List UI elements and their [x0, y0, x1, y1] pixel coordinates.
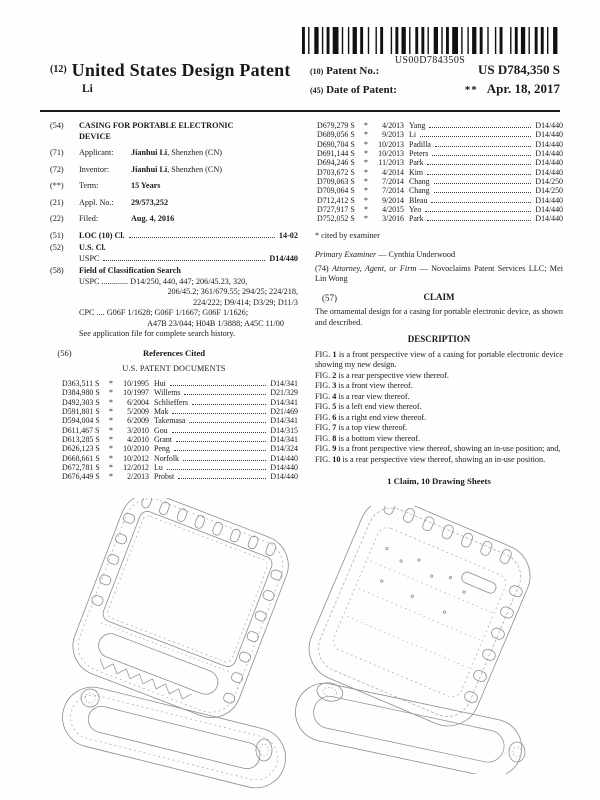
fig-label: FIG.	[315, 433, 331, 443]
field-num: (56)	[57, 347, 72, 358]
biblio-fields	[50, 148, 298, 225]
ref-class: D14/440	[535, 130, 563, 140]
ref-number: D679,279 S	[317, 121, 355, 130]
dot-leader	[167, 469, 267, 470]
reference-row	[315, 149, 563, 158]
ref-date: 6/2004	[127, 397, 149, 407]
fig-number: 2	[332, 370, 337, 380]
claims-sheets-summary: 1 Claim, 10 Drawing Sheets	[387, 476, 491, 487]
ref-inventor: Park	[409, 158, 424, 168]
figure-description-line	[315, 434, 563, 445]
fig-label: FIG.	[315, 391, 331, 401]
field-num: (58)	[50, 266, 64, 275]
ref-inventor: Yang	[409, 121, 426, 130]
patent-number-row	[310, 62, 560, 78]
ref-examiner-star: *	[364, 158, 368, 168]
reference-row	[50, 398, 298, 407]
ref-examiner-star: *	[364, 195, 368, 205]
ref-number: D703,672 S	[317, 167, 355, 177]
dot-leader	[184, 394, 266, 395]
us-patent-documents-heading: U.S. PATENT DOCUMENTS	[122, 363, 226, 373]
biblio-field	[50, 148, 298, 159]
ref-date: 3/2010	[127, 425, 149, 435]
ref-inventor: Norfolk	[154, 453, 179, 463]
ref-date: 7/2014	[382, 176, 404, 186]
ref-examiner-star: *	[109, 472, 113, 482]
dot-leader	[427, 174, 531, 175]
ref-class: D14/440	[535, 167, 563, 177]
reference-row	[50, 426, 298, 435]
fig-text: is a rear perspective view thereof, showing an in-use position.	[342, 454, 546, 464]
reference-row	[315, 186, 563, 195]
field-num: (21)	[50, 197, 64, 207]
field-loc	[50, 231, 298, 242]
ref-class: D14/440	[535, 158, 563, 168]
reference-row	[315, 177, 563, 186]
reference-row	[50, 379, 298, 388]
ref-examiner-star: *	[364, 121, 368, 130]
ref-number: D384,980 S	[62, 388, 100, 398]
reference-row	[315, 140, 563, 149]
field-label: Term:	[79, 181, 99, 190]
fig-text: is a right end view thereof.	[338, 412, 427, 422]
fos-uspc-3: 224/222; D9/414; D3/29; D11/3	[193, 297, 298, 307]
field-num: (72)	[50, 164, 64, 174]
fig-text: is a left end view thereof.	[338, 402, 422, 412]
reference-row	[50, 472, 298, 481]
ref-inventor: Willems	[154, 388, 181, 398]
ref-inventor: Grant	[154, 434, 172, 444]
ref-number: D594,004 S	[62, 416, 100, 426]
figure-description-line	[315, 444, 563, 455]
field-value-bold: Aug. 4, 2016	[131, 214, 175, 223]
figure-description-line	[315, 423, 563, 434]
ref-date: 2/2013	[127, 472, 149, 482]
ref-date: 10/1997	[123, 388, 149, 398]
header-left	[50, 60, 310, 100]
figure-description-line	[315, 371, 563, 382]
ref-class: D14/250	[535, 176, 563, 186]
dot-leader	[189, 422, 266, 423]
fig-label: FIG.	[315, 423, 331, 433]
ref-number: D668,661 S	[62, 453, 100, 463]
dot-leader	[432, 155, 531, 156]
ref-date: 6/2009	[127, 416, 149, 426]
fig-text: is a front perspective view of a casing for portable electronic device showing my new design.	[315, 349, 564, 370]
left-column	[50, 121, 298, 487]
references-heading	[50, 348, 298, 359]
reference-row	[315, 158, 563, 167]
reference-row	[50, 407, 298, 416]
ref-date: 5/2009	[127, 406, 149, 416]
ref-examiner-star: *	[109, 397, 113, 407]
fig-number: 10	[332, 454, 341, 464]
fig-text: is a front perspective view thereof, showing an in-use position; and,	[338, 444, 561, 454]
date-of-patent-label: Date of Patent:	[326, 84, 397, 96]
ref-date: 10/2012	[123, 453, 149, 463]
ref-number: D626,123 S	[62, 444, 100, 454]
ref-class: D14/440	[270, 453, 298, 463]
page-title: United States Design Patent	[71, 60, 291, 80]
ref-class: D14/440	[535, 139, 563, 149]
ref-class: D14/440	[535, 148, 563, 158]
references-table-right	[315, 121, 563, 224]
field-value-bold: Jianhui Li	[131, 148, 168, 157]
patent-no-label: Patent No.:	[326, 65, 380, 77]
field-label: Inventor:	[79, 164, 110, 174]
reference-row	[50, 435, 298, 444]
biblio-field	[50, 198, 298, 209]
dot-leader	[427, 220, 531, 221]
fig-label: FIG.	[315, 454, 331, 464]
dot-leader	[103, 260, 265, 261]
field-uscl	[50, 243, 298, 264]
ref-inventor: Takemasa	[154, 416, 186, 426]
field-num: (71)	[50, 148, 64, 157]
fos-uspc-1: USPC ............. D14/250, 440, 447; 206/45.23, 320,	[79, 276, 248, 286]
attorney-num: (74)	[315, 263, 329, 273]
field-value-bold: 15 Years	[131, 181, 161, 190]
reference-row	[315, 214, 563, 223]
reference-row	[315, 168, 563, 177]
ref-inventor: Chang	[409, 186, 430, 196]
dot-leader	[434, 192, 532, 193]
dot-leader	[420, 136, 531, 137]
ref-date: 10/2013	[378, 148, 404, 158]
ref-class: D14/250	[535, 186, 563, 196]
ref-number: D492,303 S	[62, 397, 100, 407]
figure-description-line	[315, 381, 563, 392]
ref-inventor: Padilla	[409, 139, 431, 149]
fos-label: Field of Classification Search	[79, 266, 181, 275]
figure-description-line	[315, 392, 563, 403]
fos-uspc-2: 206/45.2; 361/679.55; 294/25; 224/218,	[167, 287, 298, 296]
fig-number: 8	[332, 433, 337, 443]
ref-examiner-star: *	[364, 139, 368, 149]
ref-inventor: Peng	[154, 444, 170, 454]
references-heading-text: References Cited	[142, 347, 206, 358]
barcode-label: US00D784350S	[394, 55, 466, 66]
bibliographic-columns	[50, 121, 563, 487]
ref-date: 11/2013	[378, 158, 404, 168]
reference-row	[315, 196, 563, 205]
ref-examiner-star: *	[364, 204, 368, 214]
ref-inventor: Yeo	[409, 204, 422, 214]
ref-inventor: Mak	[154, 406, 169, 416]
ref-class: D14/324	[270, 444, 298, 454]
loc-label: LOC (10) Cl.	[79, 230, 125, 240]
field-label: Appl. No.:	[79, 197, 114, 207]
ref-date: 12/2012	[123, 462, 149, 472]
ref-examiner-star: *	[109, 388, 113, 398]
fig-text: is a top view thereof.	[338, 423, 408, 433]
ref-examiner-star: *	[109, 379, 113, 388]
ref-inventor: Lu	[154, 462, 163, 472]
ref-number: D689,056 S	[317, 130, 355, 140]
field-num: (52)	[50, 243, 64, 252]
ref-number: D691,144 S	[317, 148, 355, 158]
uspc-value: D14/440	[269, 253, 298, 263]
dot-leader	[425, 211, 531, 212]
reference-row	[50, 463, 298, 472]
fig-number: 5	[332, 402, 337, 412]
term-extension-stars: **	[464, 84, 478, 96]
header	[50, 60, 560, 100]
fig-label: FIG.	[315, 349, 331, 359]
ref-inventor: Probst	[154, 472, 175, 482]
ref-class: D21/469	[270, 406, 298, 416]
ref-date: 4/2014	[382, 167, 404, 177]
ref-date: 9/2013	[382, 130, 404, 140]
dot-leader	[434, 183, 532, 184]
reference-row	[50, 444, 298, 453]
ref-examiner-star: *	[109, 425, 113, 435]
fos-note: See application file for complete search history.	[79, 329, 236, 338]
ref-examiner-star: *	[364, 167, 368, 177]
ref-date: 9/2014	[382, 195, 404, 205]
ref-number: D690,704 S	[317, 139, 355, 149]
ref-number: D672,781 S	[62, 462, 100, 472]
ref-date: 3/2016	[382, 214, 404, 224]
ref-date: 10/2010	[123, 444, 149, 454]
ref-class: D14/341	[270, 379, 298, 388]
dot-leader	[174, 450, 267, 451]
primary-examiner-label: Primary Examiner	[315, 250, 377, 260]
ref-class: D14/440	[270, 472, 298, 482]
ref-class: D14/315	[270, 425, 298, 435]
field-value-rest: , Shenzhen (CN)	[167, 148, 222, 157]
fig-label: FIG.	[315, 402, 331, 412]
reference-row	[50, 416, 298, 425]
date-of-patent-value: Apr. 18, 2017	[486, 81, 560, 96]
ref-examiner-star: *	[109, 444, 113, 454]
field-title	[50, 121, 298, 142]
reference-row	[50, 454, 298, 463]
right-column	[315, 121, 563, 487]
ref-date: 10/1995	[123, 379, 149, 388]
field-num: (57)	[322, 292, 337, 303]
reference-row	[315, 121, 563, 130]
ref-number: D727,917 S	[317, 204, 355, 214]
field-num: (51)	[50, 230, 64, 240]
ref-date: 7/2014	[382, 186, 404, 196]
attorney-firm: — Novoclaims Patent Services LLC; Mei Lin Wong	[315, 263, 563, 284]
ref-number: D363,511 S	[62, 379, 100, 388]
fos-cpc-2: A47B 23/044; H04B 1/3888; A45C 11/00	[147, 318, 284, 328]
field-label: Filed:	[79, 214, 99, 223]
ref-examiner-star: *	[364, 176, 368, 186]
field-num: (**)	[50, 181, 64, 190]
ref-number: D676,449 S	[62, 472, 100, 482]
ref-number: D694,246 S	[317, 158, 355, 168]
references-table-left	[50, 379, 298, 482]
barcode	[302, 27, 558, 54]
kind-code: (12)	[50, 64, 67, 75]
ref-class: D14/341	[270, 434, 298, 444]
drawing-sheet	[0, 492, 600, 800]
ref-date: 10/2013	[378, 139, 404, 149]
ref-examiner-star: *	[364, 130, 368, 140]
ref-class: D14/440	[535, 121, 563, 130]
ref-number: D709,064 S	[317, 186, 355, 196]
header-divider	[40, 110, 560, 112]
fig-number: 9	[332, 444, 337, 454]
biblio-field	[50, 165, 298, 176]
ref-inventor: Hui	[154, 379, 166, 388]
ref-inventor: Schlieffers	[154, 397, 189, 407]
ref-examiner-star: *	[109, 406, 113, 416]
fig-number: 7	[332, 423, 337, 433]
claim-text: The ornamental design for a casing for portable electronic device, as shown and described.	[315, 307, 563, 327]
field-value-rest: , Shenzhen (CN)	[167, 164, 222, 174]
ref-date: 4/2010	[127, 434, 149, 444]
date-of-patent-row	[310, 81, 560, 97]
loc-value: 14-02	[278, 230, 298, 240]
dot-leader	[192, 404, 266, 405]
ref-class: D14/440	[535, 195, 563, 205]
ref-number: D712,412 S	[317, 195, 355, 205]
field-label: Applicant:	[79, 148, 114, 157]
dot-leader	[129, 237, 275, 238]
ref-number: D709,063 S	[317, 176, 355, 186]
patent-no-code: (10)	[310, 67, 324, 76]
field-num: (54)	[50, 121, 64, 130]
invention-title: CASING FOR PORTABLE ELECTRONIC DEVICE	[79, 121, 234, 141]
fig-text: is a front view thereof.	[338, 381, 413, 391]
claim-heading	[315, 292, 563, 304]
dot-leader	[429, 127, 531, 128]
ref-inventor: Peters	[409, 148, 429, 158]
uscl-label: U.S. Cl.	[79, 243, 106, 252]
claim-heading-text: CLAIM	[423, 291, 455, 302]
ref-number: D611,467 S	[62, 425, 100, 435]
fig-label: FIG.	[315, 412, 331, 422]
fig-number: 4	[332, 391, 337, 401]
ref-inventor: Bleau	[409, 195, 428, 205]
inventor-surname: Li	[82, 83, 93, 95]
fig-number: 6	[332, 412, 337, 422]
ref-class: D14/341	[270, 397, 298, 407]
ref-inventor: Li	[409, 130, 417, 140]
dot-leader	[431, 202, 531, 203]
figure-description-line	[315, 455, 563, 466]
figure-description-line	[315, 413, 563, 424]
figure-description-list	[315, 350, 563, 466]
attorney-line	[315, 264, 563, 285]
ref-class: D14/341	[270, 416, 298, 426]
ref-examiner-star: *	[364, 148, 368, 158]
ref-examiner-star: *	[109, 434, 113, 444]
biblio-field	[50, 181, 298, 192]
field-value-bold: 29/573,252	[131, 197, 169, 207]
fig-label: FIG.	[315, 381, 331, 391]
primary-examiner-name: — Cynthia Underwood	[378, 250, 456, 260]
figure-description-line	[315, 402, 563, 413]
date-code: (45)	[310, 86, 324, 95]
ref-class: D14/440	[535, 214, 563, 224]
reference-row	[50, 388, 298, 397]
ref-examiner-star: *	[364, 186, 368, 196]
ref-inventor: Park	[409, 214, 424, 224]
ref-number: D591,801 S	[62, 406, 100, 416]
attorney-label: Attorney, Agent, or Firm	[331, 263, 417, 273]
fig-text: is a rear view thereof.	[338, 391, 410, 401]
uspc-label: USPC	[79, 253, 100, 263]
ref-date: 4/2013	[382, 121, 404, 130]
dot-leader	[172, 413, 266, 414]
dot-leader	[427, 164, 531, 165]
fig-text: is a rear perspective view thereof.	[338, 370, 449, 380]
ref-inventor: Chang	[409, 176, 430, 186]
ref-examiner-star: *	[109, 416, 113, 426]
dot-leader	[172, 432, 267, 433]
ref-number: D752,052 S	[317, 214, 355, 224]
ref-class: D14/440	[270, 462, 298, 472]
reference-row	[315, 130, 563, 139]
description-heading: DESCRIPTION	[407, 334, 471, 345]
field-num: (22)	[50, 214, 64, 223]
cited-by-examiner-note: * cited by examiner	[315, 230, 380, 240]
field-value-bold: Jianhui Li	[131, 164, 168, 174]
figure-rear-perspective	[293, 506, 543, 774]
primary-examiner-line	[315, 250, 563, 261]
fig-number: 3	[332, 381, 337, 391]
ref-examiner-star: *	[109, 462, 113, 472]
ref-inventor: Gou	[154, 425, 168, 435]
header-right	[310, 60, 560, 100]
fig-text: is a bottom view thereof.	[338, 433, 421, 443]
ref-number: D613,285 S	[62, 434, 100, 444]
ref-class: D14/440	[535, 204, 563, 214]
fig-label: FIG.	[315, 444, 331, 454]
fos-cpc-1: CPC .... G06F 1/1628; G06F 1/1667; G06F 1/1626;	[79, 308, 249, 317]
biblio-field	[50, 214, 298, 225]
dot-leader	[178, 478, 266, 479]
ref-class: D21/329	[270, 388, 298, 398]
fig-label: FIG.	[315, 370, 331, 380]
ref-inventor: Kim	[409, 167, 424, 177]
figure-description-line	[315, 350, 563, 371]
fig-number: 1	[332, 349, 337, 359]
field-of-search	[50, 266, 298, 340]
reference-row	[315, 205, 563, 214]
dot-leader	[435, 146, 531, 147]
ref-date: 4/2015	[382, 204, 404, 214]
dot-leader	[170, 385, 267, 386]
ref-examiner-star: *	[364, 214, 368, 224]
dot-leader	[176, 441, 266, 442]
figure-front-perspective	[58, 498, 300, 800]
ref-examiner-star: *	[109, 453, 113, 463]
dot-leader	[183, 460, 266, 461]
patent-number-value: US D784,350 S	[478, 62, 560, 77]
